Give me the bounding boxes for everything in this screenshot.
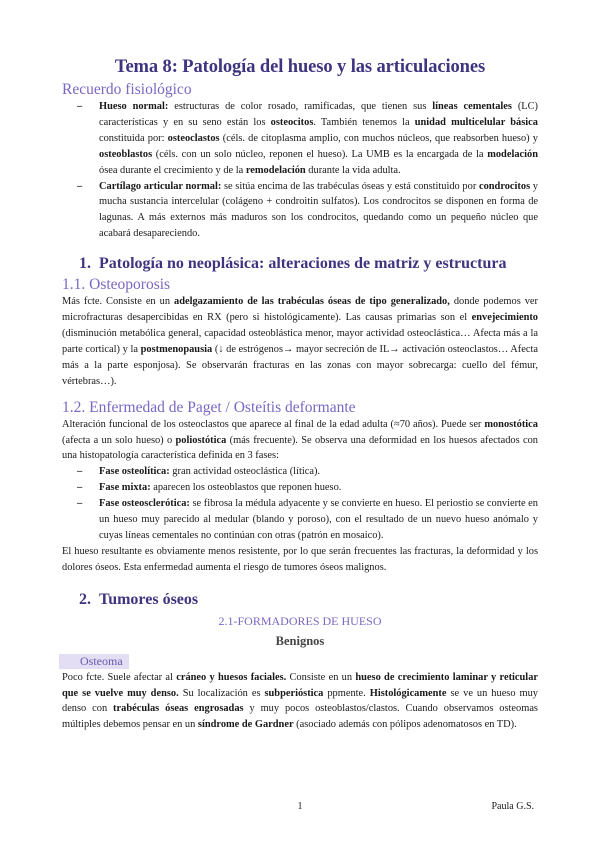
section1-heading: 1. Patología no neoplásica: alteraciones de matriz y estructura: [79, 255, 507, 273]
osteoporosis-heading: 1.1. Osteoporosis: [62, 276, 171, 294]
osteoma-heading-row: [62, 652, 538, 670]
benignos-heading: Benignos: [275, 633, 325, 648]
list-item-phase: – Fase osteolítica: gran actividad osteoclástica (lítica).: [99, 464, 538, 480]
recuerdo-heading: Recuerdo fisiológico: [62, 81, 192, 98]
author-name: Paula G.S.: [491, 801, 534, 812]
paget-heading: 1.2. Enfermedad de Paget / Osteítis deformante: [62, 398, 356, 416]
list-item-phase: – Fase mixta: aparecen los osteoblastos que reponen hueso.: [99, 480, 538, 496]
recuerdo-list: [62, 99, 538, 242]
list-item-hueso-normal: – Hueso normal: estructuras de color rosado, ramificadas, que tienen sus líneas cementales (LC) características y en su seno están los osteocitos. También tenemos la unidad multicelular básica constituida por: osteoclastos (céls. de citoplasma amplio, con muchos núcleos, que reabsorben hueso) y osteoblastos (céls. con un solo núcleo, reponen el hueso). La UMB es la encargada de la modelación ósea durante el crecimiento y de la remodelación durante la vida adulta.: [99, 99, 538, 179]
formadores-subheading: 2.1-FORMADORES DE HUESO: [218, 613, 382, 628]
paget-closing-paragraph: El hueso resultante es obviamente menos resistente, por lo que serán frecuentes las fracturas, la deformidad y los dolores óseos. Esta enfermedad aumenta el riesgo de tumores óseos malignos.: [62, 545, 538, 573]
list-item-cartilago: – Cartílago articular normal: se sitúa encima de las trabéculas óseas y está constituido por condrocitos y mucha sustancia intercelular (colágeno + condroitin sulfatos). Los condrocitos se disponen en forma de lagunas. A más externos más maduros son los condrocitos, quedando como un pequeño núcleo que acabará desapareciendo.: [99, 179, 538, 243]
page-number: 1: [297, 801, 303, 812]
paget-phases-list: [62, 464, 538, 544]
document-title: Tema 8: Patología del hueso y las articulaciones: [114, 57, 486, 77]
list-item-phase: – Fase osteosclerótica: se fibrosa la médula adyacente y se convierte en hueso. El periostio se convierte en un hueso muy parecido al medular (blando y poroso), con el resultado de un nuevo hueso anómalo y cuyas líneas cementales no continúan con otras (patrón en mosaico).: [99, 496, 538, 544]
section2-heading: 2. Tumores óseos: [79, 590, 199, 608]
osteoporosis-paragraph: Más fcte. Consiste en un adelgazamiento de las trabéculas óseas de tipo generalizado, donde podemos ver microfracturas desapercibidas en RX (pero si histológicamente). Las causas primarias son el envejecimiento (disminución metabólica general, capacidad osteoblástica menor, mayor actividad osteoclástica… Afecta más a la parte cortical) y la postmenopausia (↓ de estrógenos→ mayor secreción de IL→ activación osteoclastos… Afecta más a la parte esponjosa). Se observarán fracturas en las zonas con mayor sobrecarga: cuello del fémur, vértebras…).: [62, 296, 539, 387]
osteoma-paragraph: Poco fcte. Suele afectar al cráneo y huesos faciales. Consiste en un hueso de crecimiento laminar y reticular que se vuelve muy denso. Su localización es subperióstica ppmente. Histológicamente se ve un hueso muy denso con trabéculas óseas engrosadas y muy pocos osteoblastos/clastos. Cuando observamos osteomas múltiples debemos pensar en un síndrome de Gardner (asociado además con pólipos adenomatosos en TD).: [62, 671, 539, 731]
osteoma-heading: Osteoma: [59, 654, 129, 669]
paget-paragraph: Alteración funcional de los osteoclastos que aparece al final de la edad adulta (≈70 años). Puede ser monostótica (afecta a un solo hueso) o poliostótica (más frecuente). Se observa una deformidad en los huesos afectados con una histopatología característica definida en 3 fases:: [62, 418, 538, 462]
